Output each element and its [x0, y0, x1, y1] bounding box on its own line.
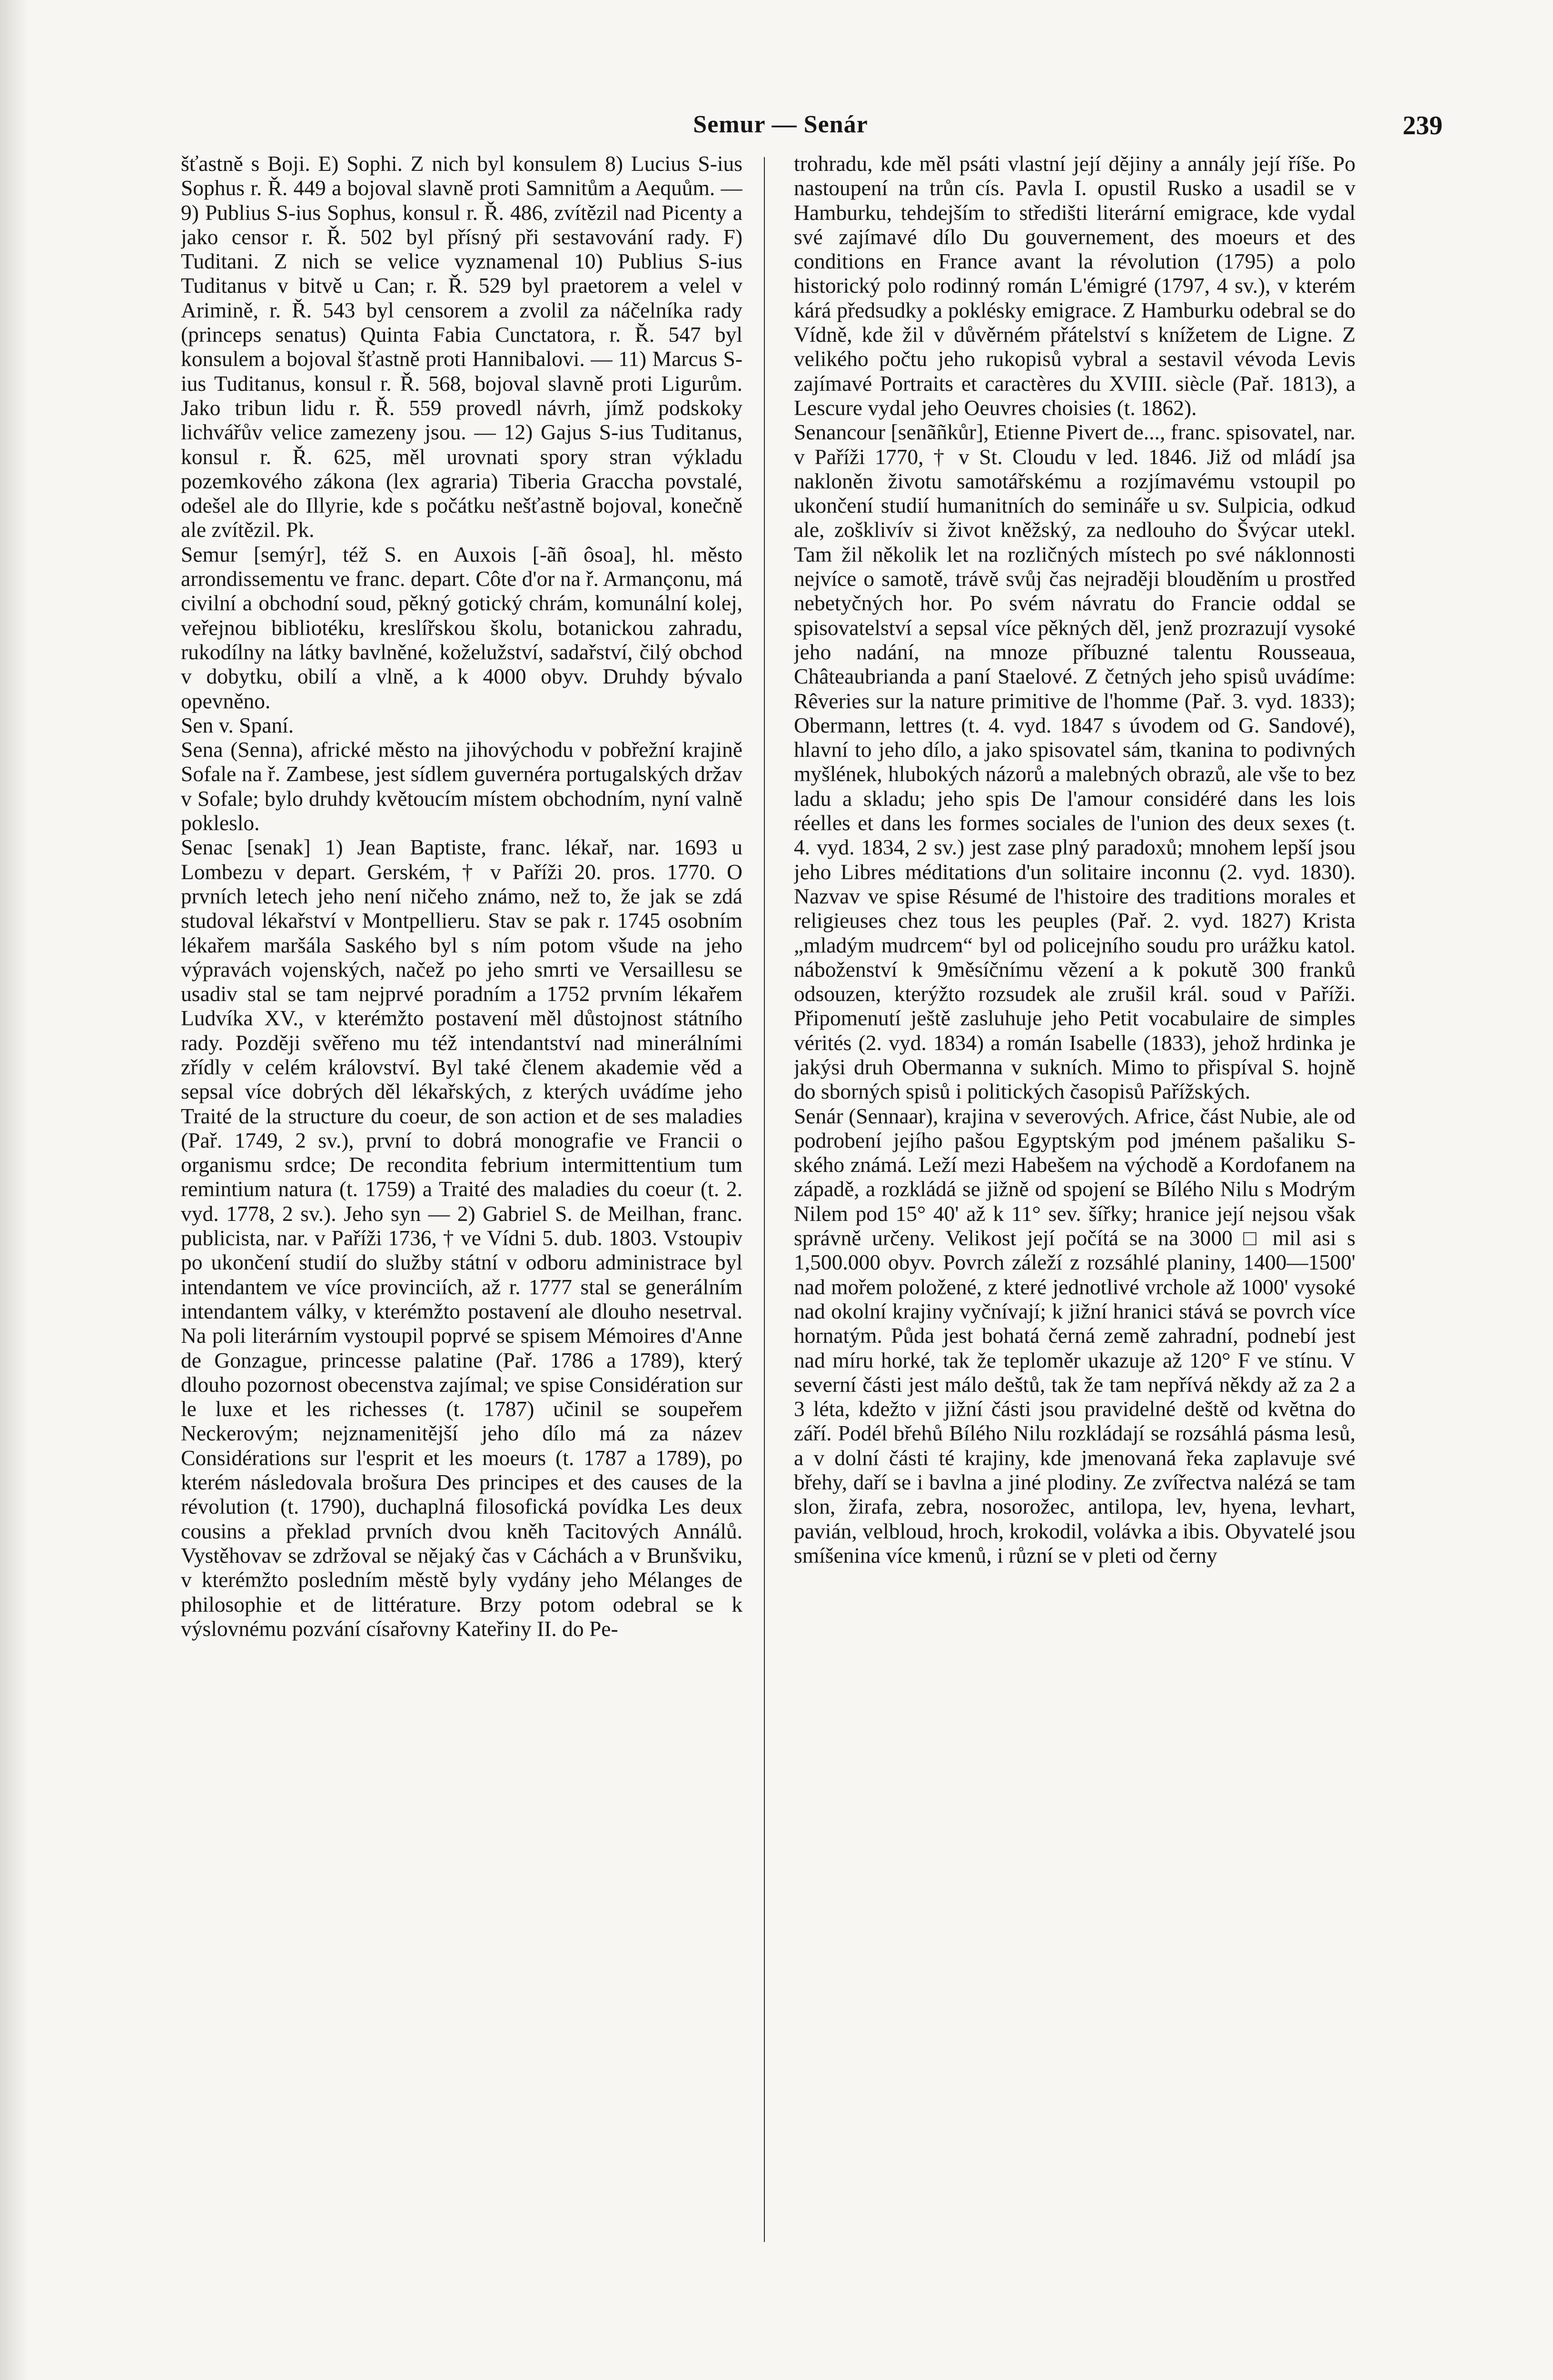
left-column	[181, 151, 742, 2380]
left-column-text: šťastně s Boji. E) Sophi. Z nich byl konsulem 8) Lucius S-ius Sophus r. Ř. 449 a bojoval slavně proti Samnitům a Aequům. — 9) Publius S-ius Sophus, konsul r. Ř. 486, zvítězil nad Picenty a jako censor r. Ř. 502 byl přísný při sestavování rady. F) Tuditani. Z nich se velice vyznamenal 10) Publius S-ius Tuditanus v bitvě u Can; r. Ř. 529 byl praetorem a velel v Arimině, r. Ř. 543 byl censorem a zvolil za náčelníka rady (princeps senatus) Quinta Fabia Cunctatora, r. Ř. 547 byl konsulem a bojoval šťastně proti Hannibalovi. — 11) Marcus S-ius Tuditanus, konsul r. Ř. 568, bojoval slavně proti Ligurům. Jako tribun lidu r. Ř. 559 provedl návrh, jímž podskoky lichvářův velice zamezeny jsou. — 12) Gajus S-ius Tuditanus, konsul r. Ř. 625, měl urovnati spory stran výkladu pozemkového zákona (lex agraria) Tiberia Gracchа povstalé, odešel ale do Illyrie, kde s počátku nešťastně bojoval, konečně ale zvítězil. Pk. Semur [semýr], též S. en Auxois [-ãñ ôsoa], hl. město arrondissementu ve franc. depart. Côte d'or na ř. Armançonu, má civilní a obchodní soud, pěkný gotický chrám, komunální kolej, veřejnou bibliotéku, kreslířskou školu, botanickou zahradu, rukodílny na látky bavlněné, koželužství, sadařství, čilý obchod v dobytku, obilí a vlně, a k 4000 obyv. Druhdy bývalo opevněno. Sen v. Spaní. Sena (Senna), africké město na jihovýchodu v pobřežní krajině Sofale na ř. Zambese, jest sídlem guvernéra portugalských držav v Sofale; bylo druhdy květoucím místem obchodním, nyní valně pokleslo. Senac [senak] 1) Jean Baptiste, franc. lékař, nar. 1693 u Lombezu v depart. Gerském, † v Paříži 20. pros. 1770. O prvních letech jeho není ničeho známo, než to, že jak se zdá studoval lékařství v Montpellieru. Stav se pak r. 1745 osobním lékařem maršála Saského byl s ním potom všude na jeho výpravách vojenských, načež po jeho smrti ve Versaillesu se usadiv stal se tam nejprvé poradním a 1752 prvním lékařem Ludvíka XV., v kterémžto postavení měl důstojnost státního rady. Později svěřeno mu též intendantství nad minerálními zřídly v celém království. Byl také členem akademie věd a sepsal více dobrých děl lékařských, z kterých uvádíme jeho Traité de la structure du coeur, de son action et de ses maladies (Pař. 1749, 2 sv.), první to dobrá monografie ve Francii o organismu srdce; De recondita febrium intermittentium tum remintium natura (t. 1759) a Traité des maladies du coeur (t. 2. vyd. 1778, 2 sv.). Jeho syn — 2) Gabriel S. de Meilhan, franc. publicista, nar. v Paříži 1736, † ve Vídni 5. dub. 1803. Vstoupiv po ukončení studií do služby státní v odboru administrace byl intendantem ve více provinciích, až r. 1777 stal se generálním intendantem války, v kterémžto postavení ale dlouho nesetrval. Na poli literárním vystoupil poprvé se spisem Mémoires d'Anne de Gonzague, princesse palatine (Pař. 1786 a 1789), který dlouho pozornost obecenstva zajímal; ve spise Considération sur le luxe et les richesses (t. 1787) učinil se soupeřem Neckerovým; nejznamenitější jeho dílo má za název Considérations sur l'esprit et les moeurs (t. 1787 a 1789), po kterém následovala brošura Des principes et des causes de la révolution (t. 1790), duchaplná filosofická povídka Les deux cousins a překlad prvních dvou kněh Tacitových Annálů. Vystěhovav se zdržoval se nějaký čas v Cáchách a v Brunšviku, v kterémžto posledním městě byly vydány jeho Mélanges de philosophie et de littérature. Brzy potom odebral se k výslovnému pozvání císařovny Kateřiny II. do Pe-	[181, 151, 742, 1641]
right-column	[794, 151, 1355, 2380]
column-divider	[764, 157, 765, 2242]
right-column-text: trohradu, kde měl psáti vlastní její dějiny a annály její říše. Po nastoupení na trůn cís. Pavla I. opustil Rusko a usadil se v Hamburku, tehdejším to středišti literární emigrace, kde vydal své zajímavé dílo Du gouvernement, des moeurs et des conditions en France avant la révolution (1795) a polo historický polo rodinný román L'émigré (1797, 4 sv.), v kterém kárá předsudky a poklésky emigrace. Z Hamburku odebral se do Vídně, kde žil v důvěrném přátelství s knížetem de Ligne. Z velikého počtu jeho rukopisů vybral a sestavil vévoda Levis zajímavé Portraits et caractères du XVIII. siècle (Pař. 1813), a Lescure vydal jeho Oeuvres choisies (t. 1862). Senancour [senãñkůr], Etienne Pivert de..., franc. spisovatel, nar. v Paříži 1770, † v St. Cloudu v led. 1846. Již od mládí jsa nakloněn životu samotářskému a rozjímavému vstoupil po ukončení studií humanitních do semináře u sv. Sulpicia, odkud ale, zošklivív si život kněžský, za nedlouho do Švýcar utekl. Tam žil několik let na rozličných místech po své náklonnosti nejvíce o samotě, trávě svůj čas nejraději blouděním u prostřed nebetyčných hor. Po svém návratu do Francie oddal se spisovatelství a sepsal více pěkných děl, jenž prozrazují vysoké jeho nadání, na mnoze příbuzné talentu Rousseaua, Châteaubrianda a paní Staelové. Z četných jeho spisů uvádíme: Rêveries sur la nature primitive de l'homme (Pař. 3. vyd. 1833); Obermann, lettres (t. 4. vyd. 1847 s úvodem od G. Sandové), hlavní to jeho dílo, a jako spisovatel sám, tkanina to podivných myšlének, hlubokých názorů a malebných obrazů, ale vše to bez ladu a skladu; jeho spis De l'amour considéré dans les lois réelles et dans les formes sociales de l'union des deux sexes (t. 4. vyd. 1834, 2 sv.) jest zase plný paradoxů; mnohem lepší jsou jeho Libres méditations d'un solitaire inconnu (2. vyd. 1830). Nazvav ve spise Résumé de l'histoire des traditions morales et religieuses chez tous les peuples (Pař. 2. vyd. 1827) Krista „mladým mudrcem“ byl od policejního soudu pro urážku katol. náboženství k 9měsíčnímu vězení a k pokutě 300 franků odsouzen, kterýžto rozsudek ale zrušil král. soud v Paříži. Připomenutí ještě zasluhuje jeho Petit vocabulaire de simples vérités (2. vyd. 1834) a román Isabelle (1833), jehož hrdinka je jakýsi druh Obermanna v sukních. Mimo to přispíval S. hojně do sborných spisů i politických časopisů Pařížských. Senár (Sennaar), krajina v severových. Africe, část Nubie, ale od podrobení jejího pašou Egyptským pod jménem pašaliku S-ského známá. Leží mezi Habešem na východě a Kordofanem na západě, a rozkládá se jižně od spojení se Bílého Nilu s Modrým Nilem pod 15° 40' až k 11° sev. šířky; hranice její nejsou však správně určeny. Velikost její počítá se na 3000 □ mil asi s 1,500.000 obyv. Povrch záleží z rozsáhlé planiny, 1400—1500' nad mořem položené, z které jednotlivé vrchole až 1000' vysoké nad okolní krajiny vyčnívají; k jižní hranici stává se povrch více hornatým. Půda jest bohatá černá země zahradní, podnebí jest nad míru horké, tak že teploměr ukazuje až 120° F ve stínu. V severní části jest málo deštů, tak že tam nepřívá někdy až za 2 a 3 léta, kdežto v jižní části jsou pravidelné deště od května do září. Podél břehů Bílého Nilu rozkládají se rozsáhlá pásma lesů, a v dolní části té krajiny, kde jmenovaná řeka zaplavuje své břehy, daří se i bavlna a jiné plodiny. Ze zvířectva nalézá se tam slon, žirafa, zebra, nosorožec, antilopa, lev, hyena, levhart, pavián, velbloud, hroch, krokodil, volávka a ibis. Obyvatelé jsou smíšenina více kmenů, i různí se v pleti od černy	[794, 151, 1355, 1567]
running-head-title: Semur — Senár	[693, 111, 868, 138]
page-number: 239	[1403, 111, 1443, 140]
running-head	[0, 110, 1553, 149]
scan-shadow	[0, 0, 29, 2380]
